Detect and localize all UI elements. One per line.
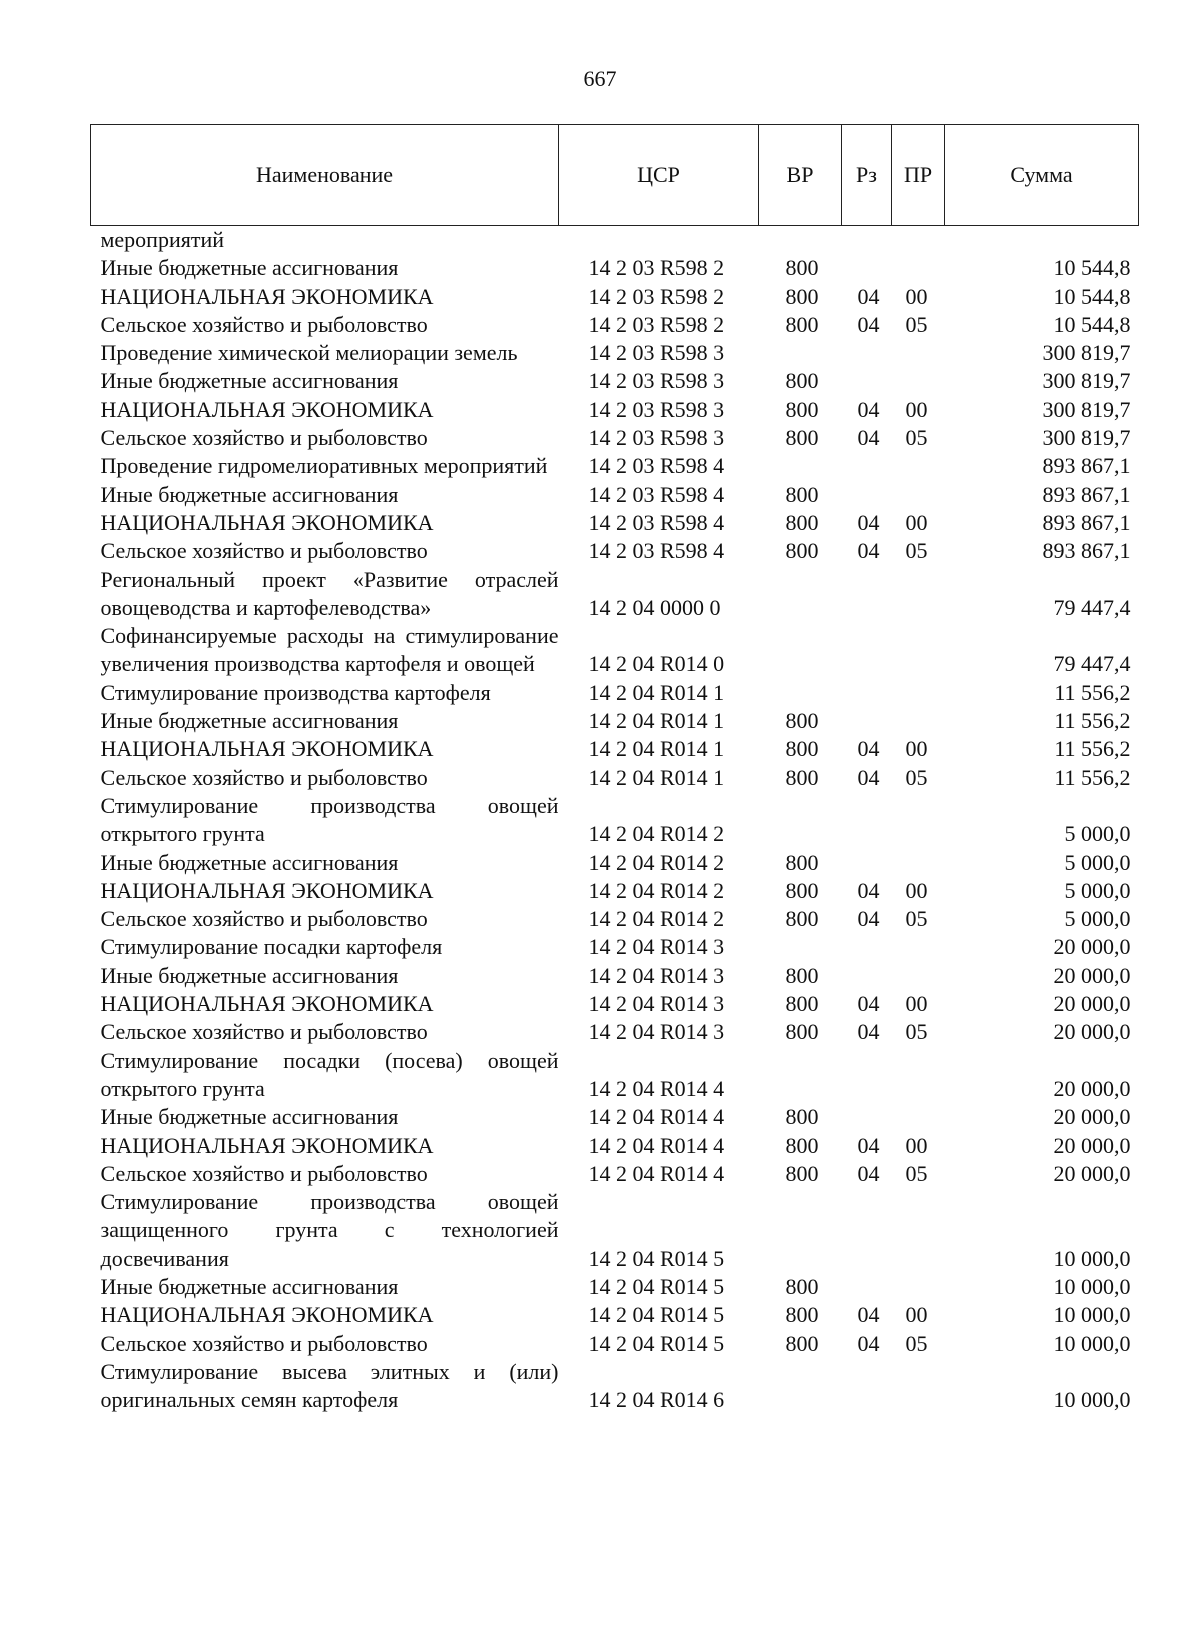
cell-sum: 20 000,0 [1053, 1160, 1131, 1186]
cell-rz [842, 254, 892, 282]
table-row [91, 367, 1139, 395]
cell-csr: 14 2 04 R014 5 [588, 1273, 725, 1299]
cell-vr [759, 339, 842, 367]
header-csr: ЦСР [559, 125, 759, 226]
cell-rz [842, 622, 892, 679]
cell-vr: 800 [785, 877, 819, 903]
cell-vr: 800 [785, 425, 819, 451]
cell-name: Региональный проект «Развитие отраслей овощеводства и картофелеводства» [100, 566, 559, 620]
header-row [91, 125, 1139, 226]
cell-vr: 800 [785, 849, 819, 875]
cell-pr [892, 1103, 945, 1131]
cell-csr: 14 2 04 R014 1 [588, 679, 725, 705]
cell-name: Стимулирование производства овощей открытого грунта [100, 792, 559, 847]
cell-pr [892, 962, 945, 990]
header-pr: ПР [892, 125, 945, 226]
cell-csr: 14 2 04 0000 0 [588, 594, 721, 620]
cell-name: Иные бюджетные ассигнования [100, 708, 399, 734]
cell-vr: 800 [785, 311, 819, 337]
cell-csr: 14 2 04 R014 2 [588, 821, 725, 847]
cell-vr [759, 1358, 842, 1415]
cell-vr [759, 1188, 842, 1273]
cell-name: Проведение гидромелиоративных мероприятий [100, 453, 548, 479]
cell-sum: 11 556,2 [1054, 736, 1131, 762]
cell-csr: 14 2 04 R014 4 [588, 1104, 725, 1130]
cell-pr: 00 [905, 1302, 928, 1328]
cell-rz [842, 1273, 892, 1301]
cell-rz [842, 849, 892, 877]
cell-sum: 20 000,0 [1053, 1019, 1131, 1045]
cell-vr: 800 [785, 538, 819, 564]
cell-csr: 14 2 03 R598 2 [588, 283, 725, 309]
cell-rz: 04 [857, 283, 880, 309]
cell-sum: 893 867,1 [1042, 538, 1131, 564]
cell-name: Иные бюджетные ассигнования [100, 1273, 399, 1299]
table-row [91, 537, 1139, 565]
cell-name: Сельское хозяйство и рыболовство [100, 906, 428, 932]
table-row [91, 622, 1139, 679]
cell-csr: 14 2 04 R014 3 [588, 934, 725, 960]
cell-sum [945, 226, 1139, 255]
cell-csr: 14 2 04 R014 1 [588, 736, 725, 762]
cell-sum: 300 819,7 [1042, 425, 1131, 451]
cell-csr: 14 2 04 R014 4 [588, 1160, 725, 1186]
cell-vr: 800 [785, 481, 819, 507]
cell-name: Сельское хозяйство и рыболовство [100, 764, 428, 790]
cell-csr: 14 2 03 R598 2 [588, 255, 725, 281]
cell-vr: 800 [785, 1019, 819, 1045]
cell-vr: 800 [785, 1160, 819, 1186]
cell-rz: 04 [857, 1330, 880, 1356]
cell-rz: 04 [857, 764, 880, 790]
cell-name: Софинансируемые расходы на стимулирование увеличения производства картофеля и овощей [100, 623, 559, 677]
cell-pr: 05 [905, 764, 928, 790]
cell-sum: 20 000,0 [1053, 1075, 1131, 1101]
cell-name: Иные бюджетные ассигнования [100, 1104, 399, 1130]
cell-vr: 800 [785, 1330, 819, 1356]
table-row [91, 905, 1139, 933]
cell-csr: 14 2 04 R014 5 [588, 1245, 725, 1271]
cell-vr [759, 933, 842, 961]
cell-name: Иные бюджетные ассигнования [100, 962, 399, 988]
cell-pr [892, 1273, 945, 1301]
cell-csr: 14 2 03 R598 4 [588, 538, 725, 564]
cell-name: НАЦИОНАЛЬНАЯ ЭКОНОМИКА [100, 283, 434, 309]
table-row [91, 1273, 1139, 1301]
cell-name: Сельское хозяйство и рыболовство [100, 1330, 428, 1356]
cell-sum: 10 544,8 [1053, 311, 1131, 337]
cell-csr: 14 2 04 R014 2 [588, 849, 725, 875]
cell-vr: 800 [785, 396, 819, 422]
table-row [91, 1047, 1139, 1104]
cell-rz [842, 933, 892, 961]
cell-vr [759, 452, 842, 480]
cell-rz [842, 566, 892, 623]
cell-pr: 00 [905, 283, 928, 309]
cell-name: Иные бюджетные ассигнования [100, 255, 399, 281]
cell-sum: 893 867,1 [1042, 453, 1131, 479]
cell-sum: 20 000,0 [1053, 1132, 1131, 1158]
cell-rz [842, 481, 892, 509]
cell-vr: 800 [785, 1132, 819, 1158]
cell-rz: 04 [857, 509, 880, 535]
cell-name: НАЦИОНАЛЬНАЯ ЭКОНОМИКА [100, 991, 434, 1017]
cell-rz [842, 1047, 892, 1104]
cell-rz: 04 [857, 991, 880, 1017]
cell-vr [759, 792, 842, 849]
table-row [91, 481, 1139, 509]
table-row [91, 1301, 1139, 1329]
cell-sum: 20 000,0 [1053, 991, 1131, 1017]
budget-table [90, 124, 1139, 1414]
cell-sum: 300 819,7 [1042, 340, 1131, 366]
table-row [91, 877, 1139, 905]
cell-name: Стимулирование высева элитных и (или) оригинальных семян картофеля [100, 1358, 559, 1413]
cell-name: Стимулирование производства овощей защищенного грунта с технологией досвечивания [100, 1189, 559, 1271]
table-body [91, 226, 1139, 1415]
cell-sum: 5 000,0 [1064, 877, 1131, 903]
cell-name: Иные бюджетные ассигнования [100, 849, 399, 875]
cell-vr: 800 [785, 962, 819, 988]
table-row [91, 1018, 1139, 1046]
cell-csr: 14 2 03 R598 2 [588, 311, 725, 337]
table-row [91, 707, 1139, 735]
cell-csr: 14 2 04 R014 6 [588, 1387, 725, 1413]
cell-name: НАЦИОНАЛЬНАЯ ЭКОНОМИКА [100, 1302, 434, 1328]
cell-pr: 00 [905, 1132, 928, 1158]
cell-vr: 800 [785, 368, 819, 394]
cell-vr: 800 [785, 708, 819, 734]
cell-pr [892, 452, 945, 480]
cell-pr [892, 707, 945, 735]
cell-vr: 800 [785, 283, 819, 309]
cell-sum: 79 447,4 [1053, 594, 1131, 620]
cell-sum: 5 000,0 [1064, 821, 1131, 847]
cell-name: Проведение химической мелиорации земель [100, 340, 518, 366]
cell-rz [842, 792, 892, 849]
table-row [91, 933, 1139, 961]
cell-sum: 20 000,0 [1053, 1104, 1131, 1130]
cell-csr: 14 2 04 R014 3 [588, 962, 725, 988]
cell-csr: 14 2 03 R598 3 [588, 340, 725, 366]
table-row [91, 990, 1139, 1018]
table-row [91, 424, 1139, 452]
cell-csr: 14 2 04 R014 0 [588, 651, 725, 677]
table-row [91, 1132, 1139, 1160]
cell-pr [892, 566, 945, 623]
cell-csr: 14 2 04 R014 3 [588, 991, 725, 1017]
cell-rz: 04 [857, 311, 880, 337]
cell-rz [842, 1188, 892, 1273]
cell-name: НАЦИОНАЛЬНАЯ ЭКОНОМИКА [100, 877, 434, 903]
cell-vr: 800 [785, 906, 819, 932]
cell-pr [892, 1047, 945, 1104]
cell-csr [559, 226, 759, 255]
cell-rz [842, 1103, 892, 1131]
cell-vr: 800 [785, 1104, 819, 1130]
table-row [91, 254, 1139, 282]
table-row [91, 1330, 1139, 1358]
cell-sum: 10 000,0 [1053, 1387, 1131, 1413]
cell-csr: 14 2 03 R598 4 [588, 453, 725, 479]
table-row [91, 1188, 1139, 1273]
cell-rz: 04 [857, 1160, 880, 1186]
table-row [91, 792, 1139, 849]
table-row [91, 283, 1139, 311]
cell-csr: 14 2 04 R014 2 [588, 906, 725, 932]
cell-rz [842, 679, 892, 707]
cell-pr [892, 226, 945, 255]
cell-vr [759, 679, 842, 707]
cell-pr [892, 679, 945, 707]
cell-rz [842, 707, 892, 735]
cell-csr: 14 2 03 R598 3 [588, 396, 725, 422]
cell-name: мероприятий [100, 227, 225, 252]
cell-vr: 800 [785, 991, 819, 1017]
cell-sum: 20 000,0 [1053, 934, 1131, 960]
cell-sum: 10 544,8 [1053, 283, 1131, 309]
cell-vr: 800 [785, 1302, 819, 1328]
cell-rz: 04 [857, 1019, 880, 1045]
table-row [91, 226, 1139, 255]
table-row [91, 1160, 1139, 1188]
cell-name: Сельское хозяйство и рыболовство [100, 1019, 428, 1045]
table-row [91, 1103, 1139, 1131]
cell-csr: 14 2 04 R014 1 [588, 764, 725, 790]
cell-pr [892, 367, 945, 395]
table-row [91, 735, 1139, 763]
cell-vr: 800 [785, 764, 819, 790]
cell-rz [842, 367, 892, 395]
cell-rz: 04 [857, 425, 880, 451]
cell-pr [892, 933, 945, 961]
cell-rz: 04 [857, 877, 880, 903]
cell-pr: 05 [905, 311, 928, 337]
header-sum: Сумма [945, 125, 1139, 226]
cell-pr: 05 [905, 906, 928, 932]
cell-pr: 05 [905, 1160, 928, 1186]
cell-pr [892, 339, 945, 367]
cell-rz [842, 226, 892, 255]
cell-sum: 79 447,4 [1053, 651, 1131, 677]
cell-vr: 800 [785, 509, 819, 535]
table-row [91, 452, 1139, 480]
cell-pr [892, 792, 945, 849]
table-row [91, 962, 1139, 990]
table-header [91, 125, 1139, 226]
cell-pr: 00 [905, 509, 928, 535]
cell-pr: 05 [905, 425, 928, 451]
cell-csr: 14 2 03 R598 3 [588, 368, 725, 394]
cell-name: НАЦИОНАЛЬНАЯ ЭКОНОМИКА [100, 509, 434, 535]
cell-pr [892, 622, 945, 679]
cell-sum: 893 867,1 [1042, 509, 1131, 535]
cell-rz [842, 339, 892, 367]
cell-sum: 10 000,0 [1053, 1330, 1131, 1356]
cell-name: Сельское хозяйство и рыболовство [100, 1160, 428, 1186]
cell-pr: 00 [905, 877, 928, 903]
cell-vr [759, 226, 842, 255]
cell-name: Иные бюджетные ассигнования [100, 481, 399, 507]
cell-rz: 04 [857, 1132, 880, 1158]
cell-rz: 04 [857, 736, 880, 762]
cell-csr: 14 2 03 R598 3 [588, 425, 725, 451]
cell-vr [759, 622, 842, 679]
cell-rz [842, 962, 892, 990]
table-row [91, 396, 1139, 424]
cell-name: Сельское хозяйство и рыболовство [100, 425, 428, 451]
cell-csr: 14 2 04 R014 2 [588, 877, 725, 903]
cell-csr: 14 2 04 R014 1 [588, 708, 725, 734]
cell-sum: 20 000,0 [1053, 962, 1131, 988]
table-row [91, 566, 1139, 623]
table-row [91, 764, 1139, 792]
cell-pr [892, 849, 945, 877]
cell-rz: 04 [857, 538, 880, 564]
cell-pr: 00 [905, 396, 928, 422]
cell-sum: 893 867,1 [1042, 481, 1131, 507]
cell-pr: 05 [905, 538, 928, 564]
cell-name: НАЦИОНАЛЬНАЯ ЭКОНОМИКА [100, 736, 434, 762]
cell-csr: 14 2 04 R014 4 [588, 1075, 725, 1101]
table-row [91, 311, 1139, 339]
cell-csr: 14 2 03 R598 4 [588, 481, 725, 507]
cell-sum: 11 556,2 [1054, 679, 1131, 705]
cell-csr: 14 2 04 R014 4 [588, 1132, 725, 1158]
cell-vr [759, 566, 842, 623]
cell-pr [892, 1358, 945, 1415]
table-row [91, 339, 1139, 367]
cell-csr: 14 2 04 R014 5 [588, 1330, 725, 1356]
table-row [91, 849, 1139, 877]
header-vr: ВР [759, 125, 842, 226]
cell-sum: 5 000,0 [1064, 849, 1131, 875]
cell-vr [759, 1047, 842, 1104]
cell-name: НАЦИОНАЛЬНАЯ ЭКОНОМИКА [100, 1132, 434, 1158]
cell-pr [892, 254, 945, 282]
cell-vr: 800 [785, 1273, 819, 1299]
cell-sum: 11 556,2 [1054, 764, 1131, 790]
cell-pr [892, 481, 945, 509]
cell-sum: 10 000,0 [1053, 1273, 1131, 1299]
header-rz: Рз [842, 125, 892, 226]
cell-rz [842, 452, 892, 480]
cell-rz: 04 [857, 1302, 880, 1328]
cell-pr [892, 1188, 945, 1273]
page-number: 667 [583, 66, 617, 91]
cell-csr: 14 2 04 R014 5 [588, 1302, 725, 1328]
cell-name: Сельское хозяйство и рыболовство [100, 311, 428, 337]
cell-rz [842, 1358, 892, 1415]
cell-sum: 10 000,0 [1053, 1302, 1131, 1328]
cell-rz: 04 [857, 906, 880, 932]
cell-pr: 05 [905, 1330, 928, 1356]
cell-sum: 11 556,2 [1054, 708, 1131, 734]
cell-sum: 10 544,8 [1053, 255, 1131, 281]
cell-pr: 00 [905, 736, 928, 762]
cell-csr: 14 2 04 R014 3 [588, 1019, 725, 1045]
cell-sum: 300 819,7 [1042, 368, 1131, 394]
cell-name: Стимулирование посадки картофеля [100, 934, 443, 960]
cell-pr: 05 [905, 1019, 928, 1045]
table-row [91, 679, 1139, 707]
cell-vr: 800 [785, 736, 819, 762]
cell-csr: 14 2 03 R598 4 [588, 509, 725, 535]
table-row [91, 509, 1139, 537]
cell-name: Стимулирование посадки (посева) овощей открытого грунта [100, 1047, 559, 1101]
cell-sum: 10 000,0 [1053, 1245, 1131, 1271]
cell-pr: 00 [905, 991, 928, 1017]
cell-sum: 300 819,7 [1042, 396, 1131, 422]
cell-name: Иные бюджетные ассигнования [100, 368, 399, 394]
cell-rz: 04 [857, 396, 880, 422]
cell-sum: 5 000,0 [1064, 906, 1131, 932]
cell-name: НАЦИОНАЛЬНАЯ ЭКОНОМИКА [100, 396, 434, 422]
table-row [91, 1358, 1139, 1415]
cell-vr: 800 [785, 255, 819, 281]
cell-name: Сельское хозяйство и рыболовство [100, 538, 428, 564]
cell-name: Стимулирование производства картофеля [100, 679, 491, 705]
header-name: Наименование [91, 125, 559, 226]
